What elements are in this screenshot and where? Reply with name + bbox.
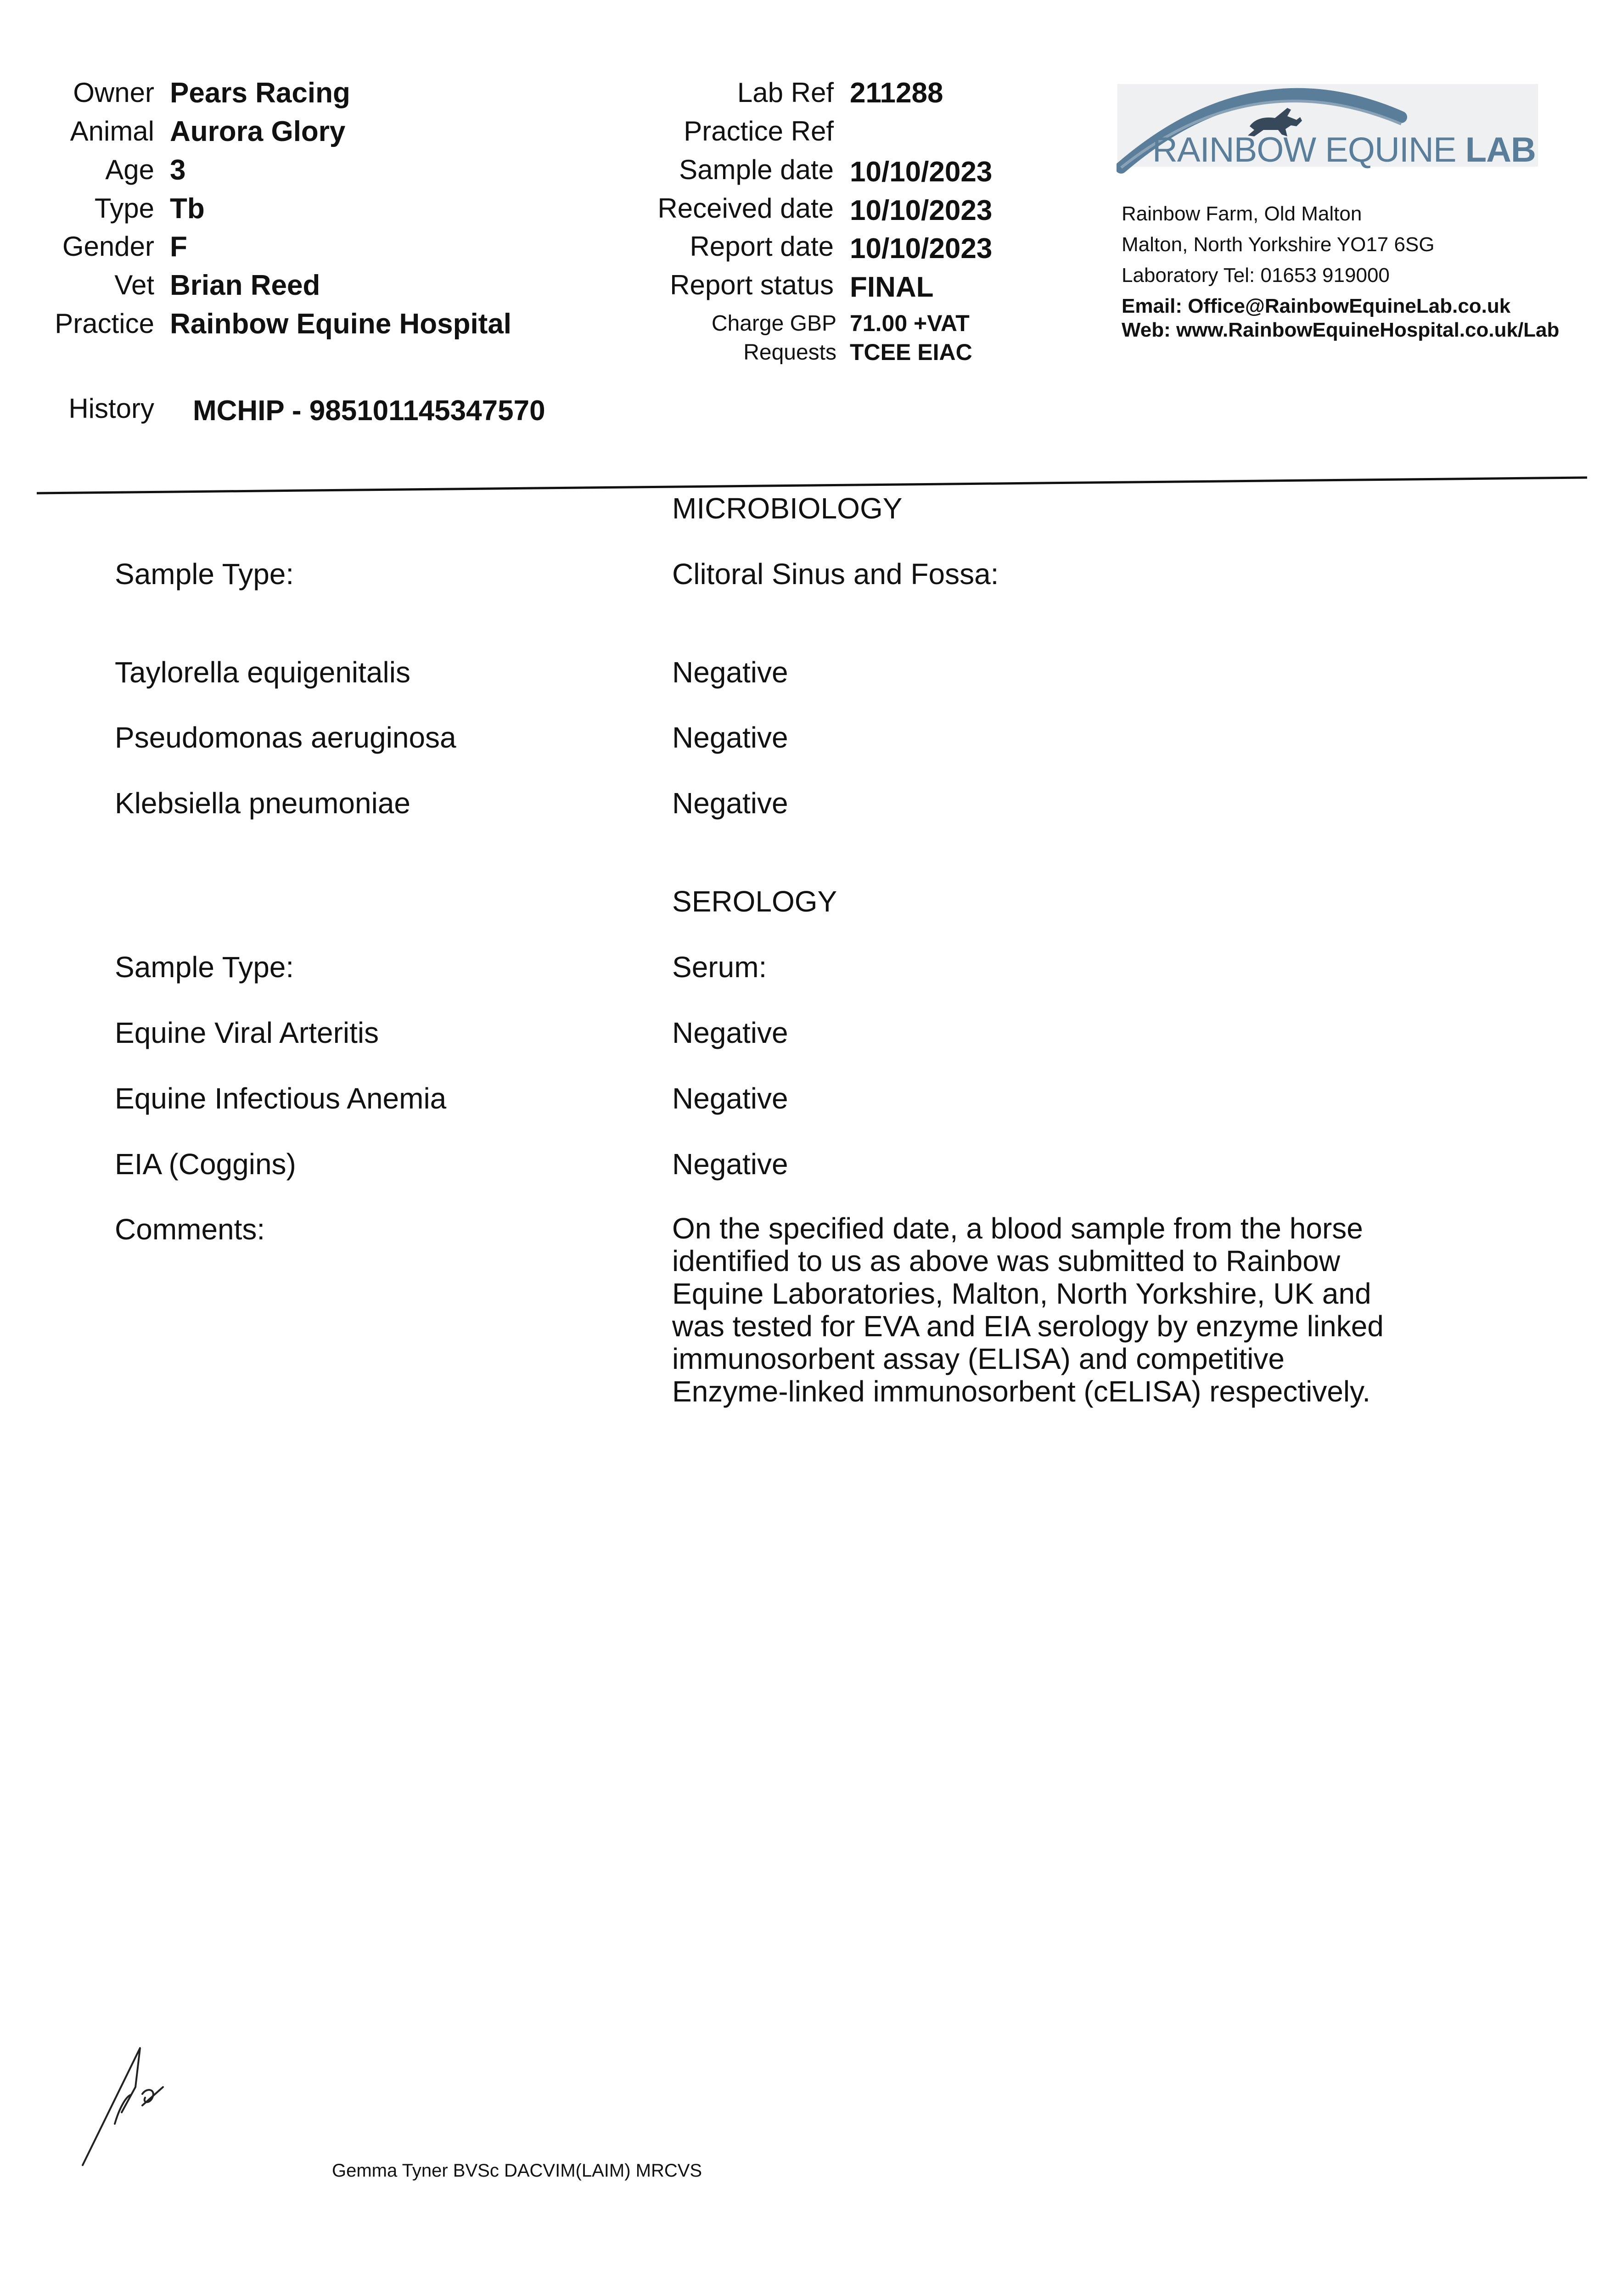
sero-test-name: EIA (Coggins) <box>115 1148 296 1181</box>
micro-sample-type-label: Sample Type: <box>115 557 294 591</box>
age-value: 3 <box>170 154 186 186</box>
sero-test-name: Equine Viral Arteritis <box>115 1016 379 1049</box>
lab-website: Web: www.RainbowEquineHospital.co.uk/Lab <box>1122 319 1560 341</box>
lab-ref-label: Lab Ref <box>737 77 834 108</box>
received-date-label: Received date <box>657 193 834 224</box>
logo-name-bold: LAB <box>1465 130 1536 169</box>
micro-test-name: Pseudomonas aeruginosa <box>115 721 456 754</box>
logo-text <box>1152 130 1536 170</box>
micro-test-name: Taylorella equigenitalis <box>115 656 410 689</box>
requests-value: TCEE EIAC <box>850 339 972 365</box>
vet-value: Brian Reed <box>170 270 320 301</box>
microbiology-heading: MICROBIOLOGY <box>672 492 903 525</box>
sero-sample-type-value: Serum: <box>672 951 767 984</box>
type-label: Type <box>94 193 154 224</box>
lab-email: Email: Office@RainbowEquineLab.co.uk <box>1122 295 1511 317</box>
signatory-name: Gemma Tyner BVSc DACVIM(LAIM) MRCVS <box>332 2161 702 2181</box>
received-date-value: 10/10/2023 <box>850 195 993 226</box>
logo-name: RAINBOW EQUINE <box>1152 130 1456 169</box>
practice-ref-label: Practice Ref <box>684 116 834 146</box>
comments-label: Comments: <box>115 1213 265 1246</box>
micro-test-result: Negative <box>672 787 788 820</box>
lab-logo <box>1117 76 1539 191</box>
sample-date-value: 10/10/2023 <box>850 156 993 188</box>
report-status-value: FINAL <box>850 271 934 303</box>
report-status-label: Report status <box>670 270 834 300</box>
vet-label: Vet <box>114 270 154 300</box>
sero-test-name: Equine Infectious Anemia <box>115 1082 447 1115</box>
lab-ref-value: 211288 <box>850 77 943 109</box>
address-line-1: Rainbow Farm, Old Malton <box>1122 203 1362 225</box>
animal-value: Aurora Glory <box>170 116 346 147</box>
owner-label: Owner <box>73 77 154 108</box>
lab-telephone: Laboratory Tel: 01653 919000 <box>1122 264 1390 287</box>
charge-label: Charge GBP <box>711 311 836 336</box>
serology-heading: SEROLOGY <box>672 885 837 918</box>
practice-value: Rainbow Equine Hospital <box>170 308 512 340</box>
animal-label: Animal <box>70 116 154 146</box>
micro-test-name: Klebsiella pneumoniae <box>115 787 410 820</box>
sero-test-result: Negative <box>672 1016 788 1049</box>
history-label: History <box>68 393 154 424</box>
practice-label: Practice <box>55 308 154 339</box>
history-value: MCHIP - 985101145347570 <box>193 395 545 427</box>
sero-sample-type-label: Sample Type: <box>115 951 294 984</box>
charge-value: 71.00 +VAT <box>850 310 970 336</box>
owner-value: Pears Racing <box>170 77 350 109</box>
address-line-2: Malton, North Yorkshire YO17 6SG <box>1122 233 1435 256</box>
gender-value: F <box>170 231 187 263</box>
requests-label: Requests <box>743 340 836 365</box>
gender-label: Gender <box>62 231 154 262</box>
report-date-value: 10/10/2023 <box>850 233 993 264</box>
type-value: Tb <box>170 193 205 225</box>
signature-image <box>78 2043 179 2181</box>
age-label: Age <box>105 154 154 185</box>
micro-test-result: Negative <box>672 656 788 689</box>
micro-test-result: Negative <box>672 721 788 754</box>
sample-date-label: Sample date <box>679 154 834 185</box>
sero-test-result: Negative <box>672 1148 788 1181</box>
micro-sample-type-value: Clitoral Sinus and Fossa: <box>672 557 999 591</box>
comments-text: On the specified date, a blood sample from the horse identified to us as above was submitted to Rainbow Equine Laboratories, Malton, North Yorkshire, UK and was tested for EVA and EIA serology by enzyme linked immunosorbent assay (ELISA) and competitive Enzyme-linked immunosorbent (cELISA) respectively. <box>672 1212 1384 1408</box>
report-date-label: Report date <box>690 231 834 262</box>
sero-test-result: Negative <box>672 1082 788 1115</box>
